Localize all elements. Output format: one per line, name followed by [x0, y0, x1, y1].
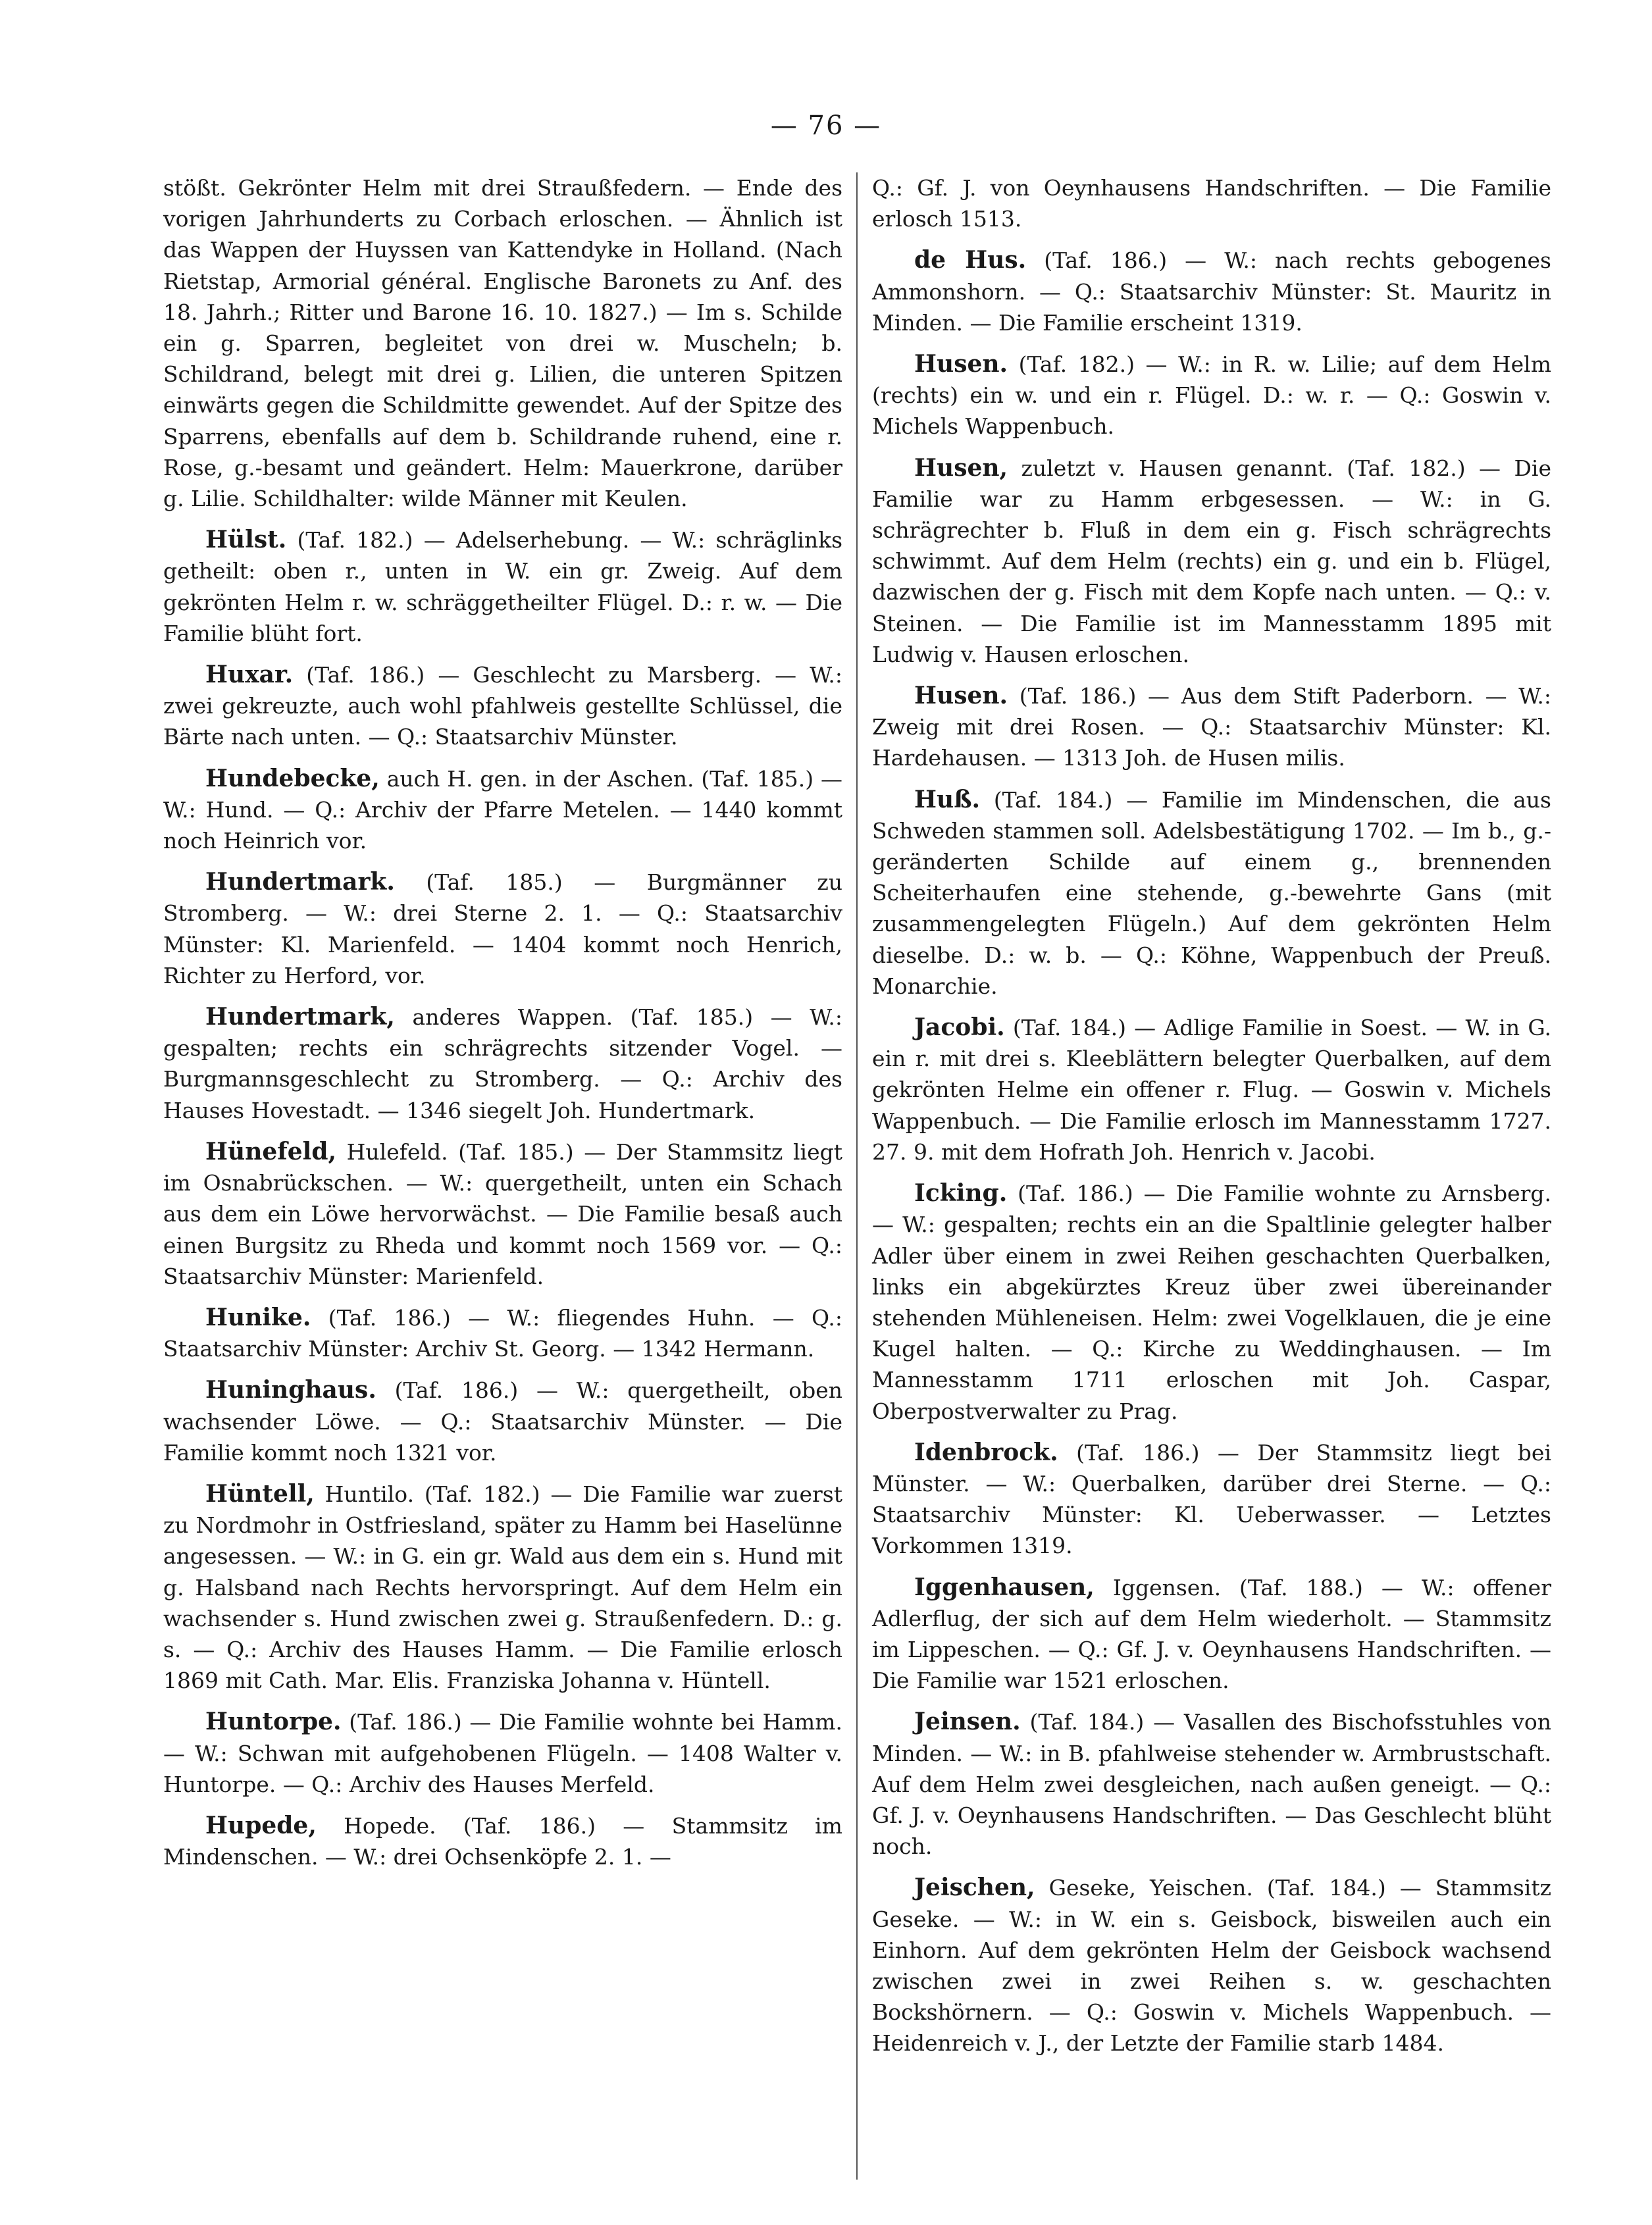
entry-text: (Taf. 186.) — W.: nach rechts gebogenes Ammonshorn. — Q.: Staatsarchiv Münster: St. Mauritz in Minden. — Die Familie erscheint 1319. — [872, 247, 1551, 336]
entry-text: (Taf. 184.) — Familie im Mindenschen, die aus Schweden stammen soll. Adelsbestätigung 1702. — Im b., g.-geränderten Schilde auf einem g., brennenden Scheiterhaufen eine stehende, g.-bewehrte Gans (mit zusammengelegten Flügeln.) Auf dem gekrönten Helm dieselbe. D.: w. b. — Q.: Köhne, Wappenbuch der Preuß. Monarchie. — [872, 786, 1551, 999]
entry — [872, 1872, 1551, 2059]
entry — [163, 1810, 842, 1872]
entry — [872, 245, 1551, 338]
column-divider — [856, 172, 858, 2180]
entry-text: (Taf. 186.) — Aus dem Stift Paderborn. — W.: Zweig mit drei Rosen. — Q.: Staatsarchiv Münster: Kl. Hardehausen. — 1313 Joh. de Husen milis. — [872, 683, 1552, 771]
entry — [163, 172, 842, 514]
entry-text: Geseke, Yeischen. (Taf. 184.) — Stammsitz Geseke. — W.: in W. ein s. Geisbock, bisweilen auch ein Einhorn. Auf dem gekrönten Helm der Geisbock wachsend zwischen zwei in zwei Reihen s. w. geschachten Bockshörnern. — Q.: Goswin v. Michels Wappenbuch. — Heidenreich v. J., der Letzte der Familie starb 1484. — [872, 1875, 1551, 2057]
entry-text: (Taf. 186.) — Geschlecht zu Marsberg. — W.: zwei gekreuzte, auch wohl pfahlweis gestellte Schlüssel, die Bärte nach unten. — Q.: Staatsarchiv Münster. — [163, 662, 842, 750]
entry-headword: Jacobi. — [914, 1013, 1005, 1042]
entry-headword: Hundertmark, — [205, 1003, 395, 1031]
entry — [872, 1178, 1551, 1427]
entry — [163, 1002, 842, 1126]
entry-text: zuletzt v. Hausen genannt. (Taf. 182.) — Die Familie war zu Hamm erbgesessen. — W.: in G. schrägrechter b. Fluß in dem ein g. Fisch schrägrechts schwimmt. Auf dem Helm (rechts) ein g. und ein b. Flügel, dazwischen der g. Fisch mit dem Kopfe nach unten. — Q.: v. Steinen. — Die Familie ist im Mannesstamm 1895 mit Ludwig v. Hausen erloschen. — [872, 455, 1551, 667]
entry-headword: Huß. — [914, 785, 981, 813]
entry-headword: Husen. — [914, 350, 1008, 378]
entry-text: Hulefeld. (Taf. 185.) — Der Stammsitz liegt im Osnabrückschen. — W.: quergetheilt, unten ein Schach aus dem ein Löwe hervorwächst. — Die Familie besaß auch einen Burgsitz zu Rheda und kommt noch 1569 vor. — Q.: Staatsarchiv Münster: Marienfeld. — [163, 1138, 842, 1289]
entry-headword: Huntorpe. — [205, 1708, 342, 1736]
entry — [872, 680, 1551, 774]
entry-headword: Jeinsen. — [914, 1708, 1021, 1736]
entry-headword: Hunike. — [205, 1303, 311, 1331]
entry-headword: Hundertmark. — [205, 868, 395, 896]
entry-headword: Icking. — [914, 1179, 1008, 1208]
entry — [163, 1137, 842, 1292]
entry-text: (Taf. 185.) — Burgmänner zu Stromberg. — W.: drei Sterne 2. 1. — Q.: Staatsarchiv Münster: Kl. Marienfeld. — 1404 kommt noch Henrich, Richter zu Herford, vor. — [163, 869, 842, 988]
entry-text: (Taf. 186.) — Der Stammsitz liegt bei Münster. — W.: Querbalken, darüber drei Sterne. — Q.: Staatsarchiv Münster: Kl. Ueberwasser. — Letztes Vorkommen 1319. — [872, 1439, 1551, 1559]
entry-text: (Taf. 186.) — Die Familie wohnte bei Hamm. — W.: Schwan mit aufgehobenen Flügeln. — 1408 Walter v. Huntorpe. — Q.: Archiv des Hauses Merfeld. — [163, 1709, 842, 1797]
entry — [163, 659, 842, 753]
entry-headword: Hüntell, — [205, 1479, 315, 1508]
right-column — [872, 172, 1551, 2070]
entry — [872, 1437, 1551, 1562]
entry-text: (Taf. 182.) — Adelserhebung. — W.: schräglinks getheilt: oben r., unten in W. ein gr. Zweig. Auf dem gekrönten Helm r. w. schräggetheilter Flügel. D.: r. w. — Die Familie blüht fort. — [163, 527, 842, 646]
entry-headword: Huxar. — [205, 661, 294, 689]
entry-text: (Taf. 184.) — Adlige Familie in Soest. — W. in G. ein r. mit drei s. Kleeblättern belegter Querbalken, auf dem gekrönten Helme ein offener r. Flug. — Goswin v. Michels Wappenbuch. — Die Familie erlosch im Mannesstamm 1727. 27. 9. mit dem Hofrath Joh. Henrich v. Jacobi. — [872, 1015, 1551, 1165]
entry — [872, 1706, 1551, 1862]
entry-text: (Taf. 184.) — Vasallen des Bischofsstuhles von Minden. — W.: in B. pfahlweise stehender w. Armbrustschaft. Auf dem Helm zwei desgleichen, nach außen geneigt. — Q.: Gf. J. v. Oeynhausens Handschriften. — Das Geschlecht blüht noch. — [872, 1709, 1551, 1860]
entry-headword: Hünefeld, — [205, 1137, 337, 1165]
entry — [163, 1479, 842, 1696]
entry-text: stößt. Gekrönter Helm mit drei Straußfedern. — Ende des vorigen Jahrhunderts zu Corbach erloschen. — Ähnlich ist das Wappen der Huyssen van Kattendyke in Holland. (Nach Rietstap, Armorial général. Englische Baronets zu Anf. des 18. Jahrh.; Ritter und Barone 16. 10. 1827.) — Im s. Schilde ein g. Sparren, begleitet von drei w. Muscheln; b. Schildrand, belegt mit drei g. Lilien, die unteren Spitzen einwärts gegen die Schildmitte gewendet. Auf der Spitze des Sparrens, ebenfalls auf dem b. Schildrande ruhend, eine r. Rose, g.-besamt und geändert. Helm: Mauerkrone, darüber g. Lilie. Schildhalter: wilde Männer mit Keulen. — [163, 175, 842, 512]
entry — [163, 524, 842, 649]
entry-text: (Taf. 186.) — W.: quergetheilt, oben wachsender Löwe. — Q.: Staatsarchiv Münster. — Die Familie kommt noch 1321 vor. — [163, 1377, 842, 1466]
page-number: — 76 — — [770, 111, 882, 141]
entry-text: Hopede. (Taf. 186.) — Stammsitz im Mindenschen. — W.: drei Ochsenköpfe 2. 1. — — [163, 1812, 842, 1870]
entry-headword: Hundebecke, — [205, 764, 380, 792]
entry-text: Huntilo. (Taf. 182.) — Die Familie war zuerst zu Nordmohr in Ostfriesland, später zu Hamm bei Haselünne angesessen. — W.: in G. ein gr. Wald aus dem ein s. Hund mit g. Halsband nach Rechts hervorspringt. Auf dem Helm ein wachsender s. Hund zwischen zwei g. Straußenfedern. D.: g. s. — Q.: Archiv des Hauses Hamm. — Die Familie erlosch 1869 mit Cath. Mar. Elis. Franziska Johanna v. Hüntell. — [163, 1481, 842, 1694]
entry — [872, 172, 1551, 234]
entry-headword: Husen. — [914, 682, 1008, 710]
entry-headword: Jeischen, — [914, 1874, 1035, 1902]
entry-headword: Hupede, — [205, 1811, 317, 1839]
entry — [872, 453, 1551, 670]
entry-headword: Huninghaus. — [205, 1376, 376, 1404]
entry-text: Q.: Gf. J. von Oeynhausens Handschriften. — Die Familie erlosch 1513. — [872, 175, 1551, 232]
entry-headword: Iggenhausen, — [914, 1573, 1095, 1601]
entry-text: (Taf. 182.) — W.: in R. w. Lilie; auf dem Helm (rechts) ein w. und ein r. Flügel. D.: w. r. — Q.: Goswin v. Michels Wappenbuch. — [872, 351, 1551, 440]
entry-headword: de Hus. — [914, 246, 1027, 274]
entry-text: auch H. gen. in der Aschen. (Taf. 185.) — W.: Hund. — Q.: Archiv der Pfarre Metelen. — 1440 kommt noch Heinrich vor. — [163, 765, 842, 854]
entry — [163, 1706, 842, 1800]
entry — [872, 349, 1551, 442]
entry-headword: Husen, — [914, 453, 1008, 482]
entry-headword: Idenbrock. — [914, 1438, 1058, 1466]
entry — [163, 1302, 842, 1364]
entry — [163, 763, 842, 857]
left-column — [163, 172, 842, 1883]
entry-text: Iggensen. (Taf. 188.) — W.: offener Adlerflug, der sich auf dem Helm wiederholt. — Stammsitz im Lippeschen. — Q.: Gf. J. v. Oeynhausens Handschriften. — Die Familie war 1521 erloschen. — [872, 1574, 1551, 1694]
entry — [872, 1012, 1551, 1167]
entry — [872, 1572, 1551, 1697]
entry-text: (Taf. 186.) — W.: fliegendes Huhn. — Q.: Staatsarchiv Münster: Archiv St. Georg. — 1342 Hermann. — [163, 1304, 842, 1362]
entry — [163, 1375, 842, 1468]
entry-text: (Taf. 186.) — Die Familie wohnte zu Arnsberg. — W.: gespalten; rechts ein an die Spaltlinie gelegter halber Adler über einem in zwei Reihen geschachten Querbalken, links ein abgekürztes Kreuz über zwei übereinander stehenden Mühleneisen. Helm: zwei Vogelklauen, die je eine Kugel halten. — Q.: Kirche zu Weddinghausen. — Im Mannesstamm 1711 erloschen mit Joh. Caspar, Oberpostverwalter zu Prag. — [872, 1181, 1551, 1424]
entry — [163, 867, 842, 991]
entry-headword: Hülst. — [205, 526, 287, 554]
entry-text: anderes Wappen. (Taf. 185.) — W.: gespalten; rechts ein schrägrechts sitzender Vogel. — Burgmannsgeschlecht zu Stromberg. — Q.: Archiv des Hauses Hovestadt. — 1346 siegelt Joh. Hundertmark. — [163, 1004, 842, 1123]
entry — [872, 784, 1551, 1002]
